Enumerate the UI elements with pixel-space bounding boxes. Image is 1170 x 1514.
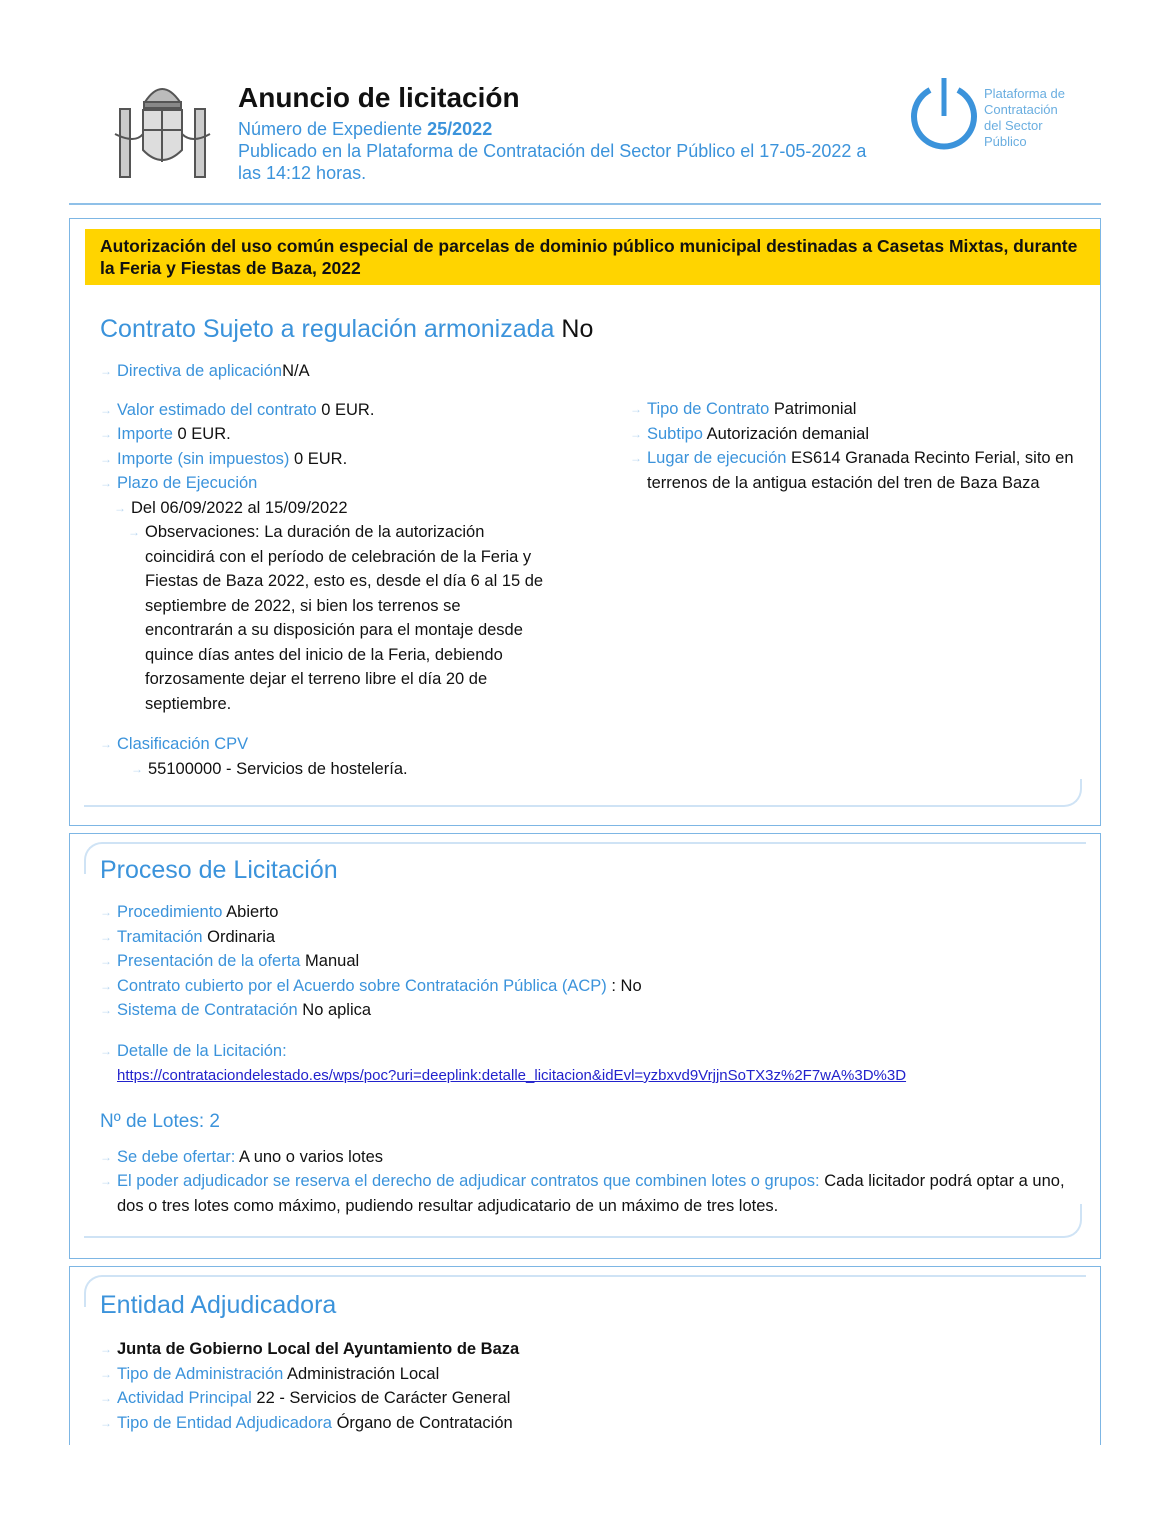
expediente-value: 25/2022 <box>427 119 493 139</box>
section-title: Entidad Adjudicadora <box>100 1291 337 1319</box>
arrow-icon: → <box>100 364 112 378</box>
divider <box>69 203 1101 205</box>
logo-text: del Sector <box>984 118 1043 133</box>
entidad-row: → Tipo de Administración Administración Local <box>100 1364 440 1383</box>
importe-row: → Importe 0 EUR. <box>100 422 600 447</box>
proceso-row: → Procedimiento Abierto <box>100 903 279 921</box>
arrow-icon: → <box>114 500 126 515</box>
plazo-row: → Plazo de Ejecución <box>100 471 600 496</box>
section-contrato <box>69 218 1101 826</box>
contract-title-banner: Autorización del uso común especial de parcelas de dominio público municipal destinadas a Casetas Mixtas, durante la Feria y Fiestas de Baza, 2022 <box>85 229 1100 285</box>
arrow-icon: → <box>630 426 642 441</box>
plataforma-logo <box>908 76 1088 156</box>
tipo-row: → Tipo de Contrato Patrimonial <box>630 397 1090 422</box>
poder-row: → El poder adjudicador se reserva el derecho de adjudicar contratos que combinen lotes o grupos: Cada licitador podrá optar a uno, dos o tres lotes como máximo, pudiendo resultar adjudicatario de un máximo de tres lotes. <box>100 1172 1065 1215</box>
lugar-row: → Lugar de ejecución ES614 Granada Recinto Ferial, sito en terrenos de la antigua estación del tren de Baza Baza <box>630 446 1090 495</box>
arrow-icon: → <box>100 737 112 751</box>
detalle-link[interactable]: https://contrataciondelestado.es/wps/poc?uri=deeplink:detalle_licitacion&idEvl=yzbxvd9VrjjnSoTX3z%2F7wA%3D%3D <box>117 1067 907 1084</box>
power-icon <box>908 76 980 154</box>
arrow-icon: → <box>630 402 642 416</box>
right-column <box>630 397 1090 495</box>
arrow-icon: → <box>100 402 112 417</box>
section-title: Proceso de Licitación <box>100 856 338 884</box>
expediente-label: Número de Expediente <box>238 119 423 139</box>
decorative-border <box>84 1204 1082 1238</box>
proceso-content <box>100 900 1080 1218</box>
arrow-icon: → <box>100 451 112 466</box>
entidad-row: → Actividad Principal 22 - Servicios de Carácter General <box>100 1389 511 1407</box>
arrow-icon: → <box>131 761 143 776</box>
published-text-2: las 14:12 horas. <box>238 163 367 183</box>
arrow-icon: → <box>100 476 112 490</box>
page-title: Anuncio de licitación <box>238 82 520 113</box>
cpv-value: → 55100000 - Servicios de hostelería. <box>131 757 600 782</box>
decorative-border <box>84 779 1082 807</box>
proceso-row: → Tramitación Ordinaria <box>100 927 276 946</box>
logo-text: Contratación <box>984 102 1058 117</box>
header <box>105 72 1095 192</box>
armonizada-value: No <box>561 315 594 343</box>
arrow-icon: → <box>128 525 140 539</box>
logo-text: Plataforma de <box>984 86 1065 101</box>
published-text: Publicado en la Plataforma de Contratación del Sector Público el 17-05-2022 a <box>238 141 867 161</box>
entity-name: → Junta de Gobierno Local del Ayuntamiento de Baza <box>100 1340 520 1358</box>
arrow-icon: → <box>630 451 642 465</box>
page-bottom <box>0 1445 1170 1514</box>
observaciones: → Observaciones: La duración de la autorización coincidirá con el período de celebración de la Feria y Fiestas de Baza 2022, esto es, desde el día 6 al 15 de septiembre de 2022, si bien los terrenos se encontrarán a su disposición para el montaje desde quince días antes del inicio de la Feria, debiendo forzosamente dejar el terreno libre el día 20 de septiembre. <box>128 520 550 716</box>
detalle-row: → Detalle de la Licitación: <box>100 1041 287 1060</box>
arrow-icon: → <box>100 427 112 441</box>
section-entidad <box>69 1266 1101 1467</box>
plazo-dates: → Del 06/09/2022 al 15/09/2022 <box>114 496 600 521</box>
section-proceso <box>69 833 1101 1259</box>
logo-text: Público <box>984 134 1027 149</box>
subtipo-row: → Subtipo Autorización demanial <box>630 422 1090 447</box>
coat-of-arms-logo <box>110 74 215 182</box>
proceso-row: → Contrato cubierto por el Acuerdo sobre Contratación Pública (ACP) : No <box>100 976 642 995</box>
expediente <box>238 118 866 140</box>
ofertar-row: → Se debe ofertar: A uno o varios lotes <box>100 1147 384 1166</box>
proceso-row: → Presentación de la oferta Manual <box>100 952 360 970</box>
section-title: Contrato Sujeto a regulación armonizada No <box>100 315 594 343</box>
directiva-row: → Directiva de aplicaciónN/A <box>100 359 600 384</box>
entidad-content <box>100 1337 1080 1435</box>
proceso-row: → Sistema de Contratación No aplica <box>100 1001 372 1019</box>
lotes-title: Nº de Lotes: 2 <box>100 1110 220 1132</box>
cpv-row: → Clasificación CPV <box>100 732 600 757</box>
entidad-row: → Tipo de Entidad Adjudicadora Órgano de Contratación <box>100 1413 513 1432</box>
importe-sin-row: → Importe (sin impuestos) 0 EUR. <box>100 447 600 472</box>
valor-row: → Valor estimado del contrato 0 EUR. <box>100 398 600 423</box>
left-column <box>100 359 600 781</box>
